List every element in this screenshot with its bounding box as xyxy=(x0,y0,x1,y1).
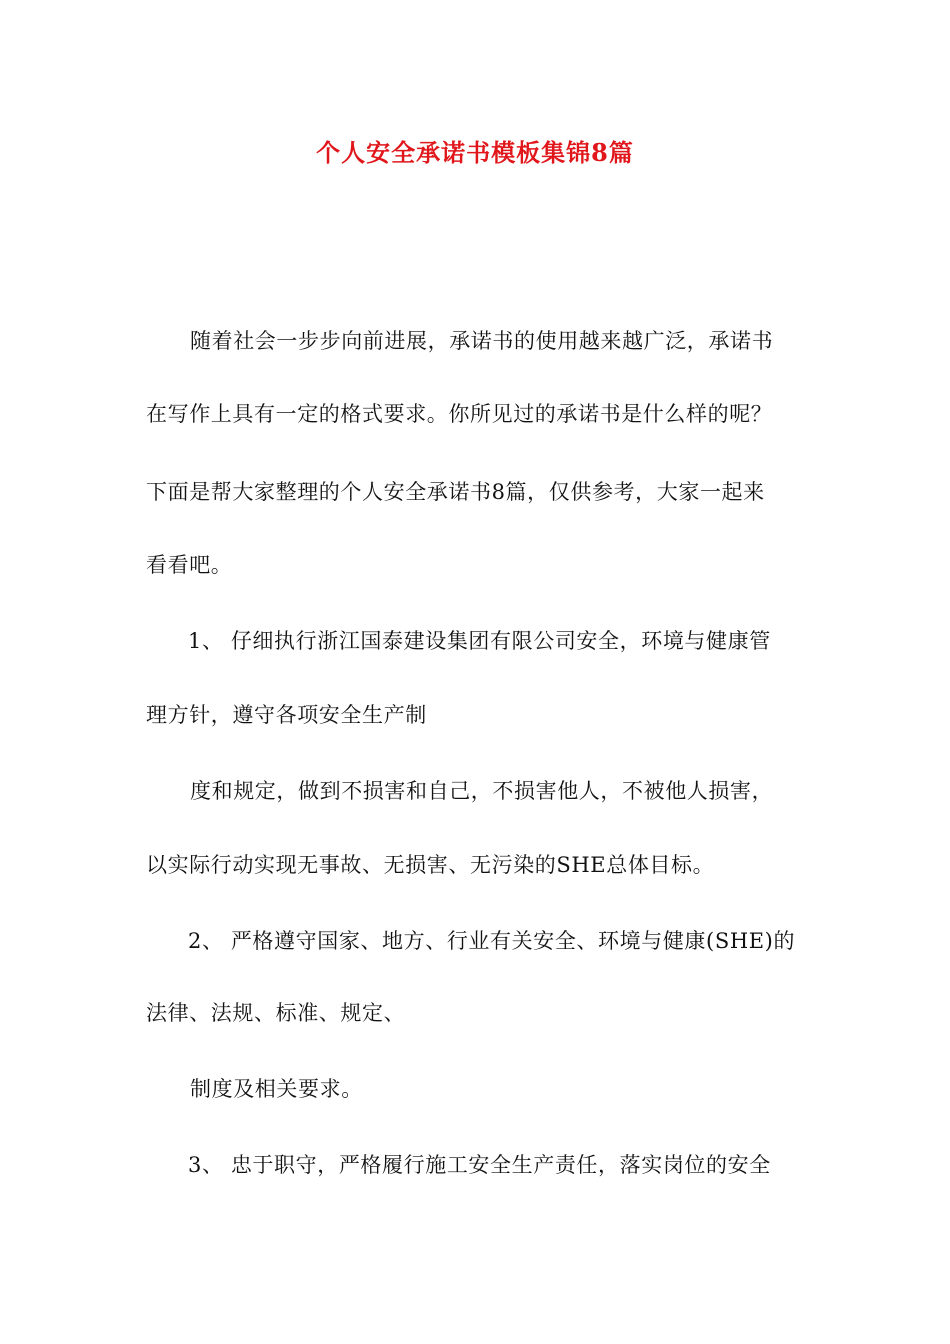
list-item-line: 1、 仔细执行浙江国泰建设集团有限公司安全，环境与健康管 xyxy=(188,629,771,653)
list-item-line: 2、 严格遵守国家、地方、行业有关安全、环境与健康(SHE)的 xyxy=(188,929,796,953)
paragraph-line: 度和规定，做到不损害和自己，不损害他人，不被他人损害， xyxy=(190,779,774,803)
paragraph-line: 法律、法规、标准、规定、 xyxy=(146,1001,406,1025)
list-item-line: 3、 忠于职守，严格履行施工安全生产责任，落实岗位的安全 xyxy=(188,1153,771,1177)
paragraph-line: 随着社会一步步向前进展，承诺书的使用越来越广泛，承诺书 xyxy=(190,329,774,353)
paragraph-line: 理方针，遵守各项安全生产制 xyxy=(146,703,427,727)
paragraph-line: 看看吧。 xyxy=(146,553,233,577)
paragraph-line: 以实际行动实现无事故、无损害、无污染的SHE总体目标。 xyxy=(146,853,715,877)
document-title: 个人安全承诺书模板集锦8篇 xyxy=(316,138,634,167)
paragraph-line: 下面是帮大家整理的个人安全承诺书8篇，仅供参考，大家一起来 xyxy=(146,480,765,504)
paragraph-line: 在写作上具有一定的格式要求。你所见过的承诺书是什么样的呢？ xyxy=(146,402,773,426)
paragraph-line: 制度及相关要求。 xyxy=(190,1077,363,1101)
